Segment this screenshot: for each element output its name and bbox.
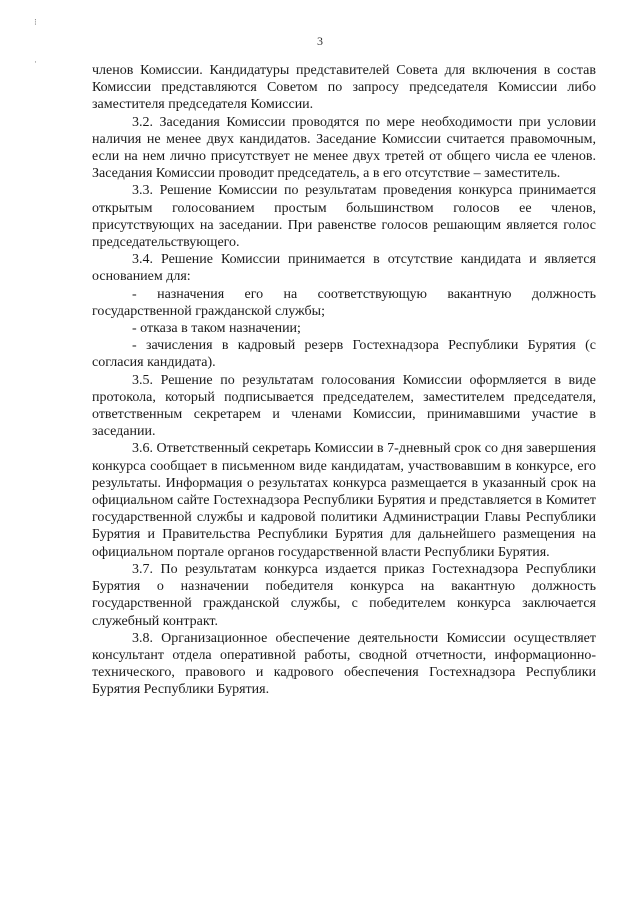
- list-item: - назначения его на соответствующую вакантную должность государственной гражданской службы;: [92, 286, 596, 319]
- paragraph: 3.8. Организационное обеспечение деятельности Комиссии осуществляет консультант отдела оперативной работы, сводной отчетности, информационно-технического, правового и кадрового обеспечения Гостехнадзора Республики Бурятия Республики Бурятия.: [92, 630, 596, 698]
- paragraph: членов Комиссии. Кандидатуры представителей Совета для включения в состав Комиссии представляются Советом по запросу председателя Комиссии либо заместителя председателя Комиссии.: [92, 63, 596, 113]
- list-item: - отказа в таком назначении;: [132, 321, 301, 337]
- list-item: - зачисления в кадровый резерв Гостехнадзора Республики Бурятия (с согласия кандидата).: [92, 338, 596, 371]
- document-body: [92, 62, 596, 699]
- margin-mark: ·: [34, 57, 37, 67]
- paragraph: 3.5. Решение по результатам голосования Комиссии оформляется в виде протокола, который подписывается председателем, заместителем председателя, ответственным секретарем и членами Комиссии, принимавшими участие в заседании.: [92, 372, 596, 440]
- paragraph: 3.2. Заседания Комиссии проводятся по мере необходимости при условии наличия не менее двух кандидатов. Заседание Комиссии считается правомочным, если на нем лично присутствует не менее двух третей от общего числа ее членов. Заседания Комиссии проводит председатель, а в его отсутствие – заместитель.: [92, 114, 596, 182]
- paragraph: 3.6. Ответственный секретарь Комиссии в 7-дневный срок со дня завершения конкурса сообщает в письменном виде кандидатам, участвовавшим в конкурсе, его результаты. Информация о результатах конкурса размещается в указанный срок на официальном сайте Гостехнадзора Республики Бурятия и представляется в Комитет государственной службы и кадровой политики Администрации Главы Республики Бурятия и Правительства Республики Бурятия для дальнейшего размещения на официальном портале органов государственной власти Республики Бурятия.: [92, 441, 596, 560]
- paragraph: 3.3. Решение Комиссии по результатам проведения конкурса принимается открытым голосованием простым большинством голосов ее членов, присутствующих на заседании. При равенстве голосов решающим является голос председательствующего.: [92, 183, 596, 251]
- page-number: 3: [317, 34, 323, 48]
- paragraph: 3.4. Решение Комиссии принимается в отсутствие кандидата и является основанием для:: [92, 252, 596, 285]
- paragraph: 3.7. По результатам конкурса издается приказ Гостехнадзора Республики Бурятия о назначении победителя конкурса на вакантную должность государственной гражданской службы, с победителем конкурса заключается служебный контракт.: [92, 561, 596, 629]
- margin-mark: ⁝: [34, 17, 37, 27]
